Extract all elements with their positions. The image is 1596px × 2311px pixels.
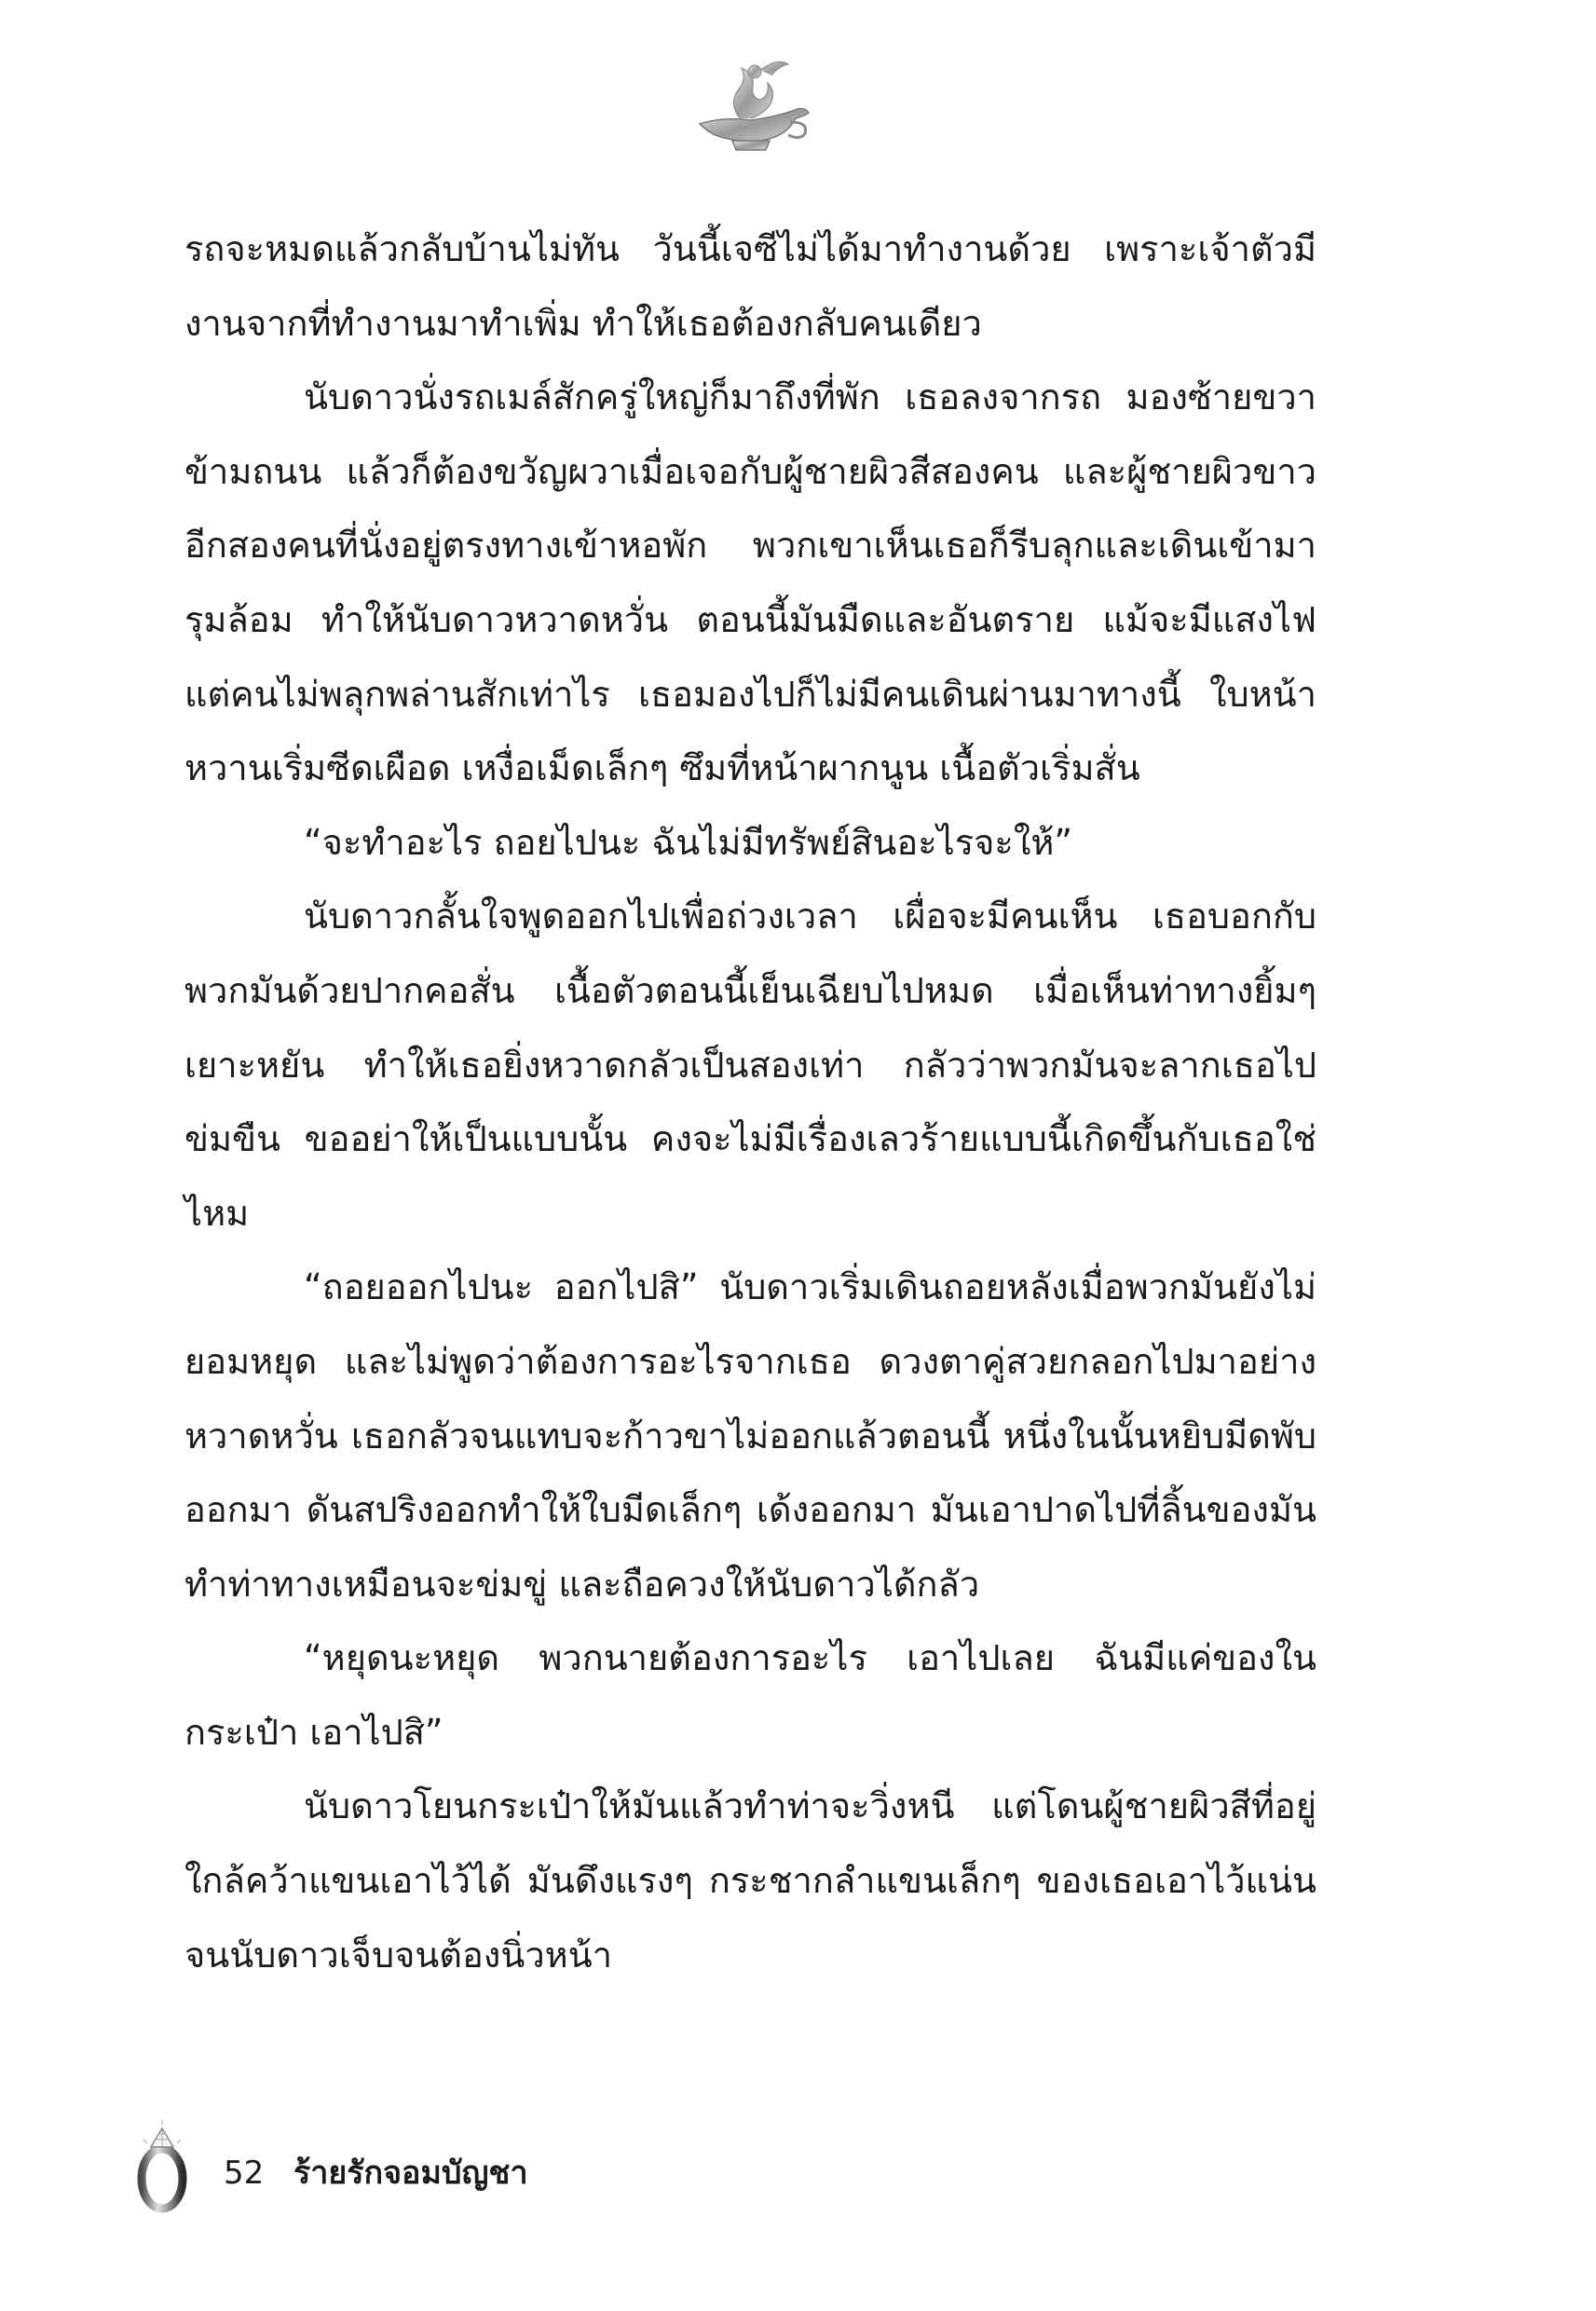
page-footer <box>130 2115 783 2218</box>
book-title: ร้ายรักจอมบัญชา <box>293 2154 528 2192</box>
paragraph-1: รถจะหมดแล้วกลับบ้านไม่ทัน วันนี้เจซีไม่ได้มาทำงานด้วย เพราะเจ้าตัวมีงานจากที่ทำงานมาทำเพิ่ม ทำให้เธอต้องกลับคนเดียว <box>184 228 1316 344</box>
paragraph-3: “จะทำอะไร ถอยไปนะ ฉันไม่มีทรัพย์สินอะไรจะให้” <box>304 821 1073 863</box>
paragraph-7: นับดาวโยนกระเป๋าให้มันแล้วทำท่าจะวิ่งหนี แต่โดนผู้ชายผิวสีที่อยู่ใกล้คว้าแขนเอาไว้ได้ มันดึงแรงๆ กระชากลำแขนเล็กๆ ของเธอเอาไว้แน่นจนนับดาวเจ็บจนต้องนิ่วหน้า <box>184 1785 1316 1976</box>
genie-lamp-icon <box>686 51 816 163</box>
chapter-body <box>184 212 1316 1992</box>
paragraph-5: “ถอยออกไปนะ ออกไปสิ” นับดาวเริ่มเดินถอยหลังเมื่อพวกมันยังไม่ยอมหยุด และไม่พูดว่าต้องการอะไรจากเธอ ดวงตาคู่สวยกลอกไปมาอย่างหวาดหวั่น เธอกลัวจนแทบจะก้าวขาไม่ออกแล้วตอนนี้ หนึ่งในนั้นหยิบมีดพับออกมา ดันสปริงออกทำให้ใบมีดเล็กๆ เด้งออกมา มันเอาปาดไปที่ลิ้นของมันทำท่าทางเหมือนจะข่มขู่ และถือควงให้นับดาวได้กลัว <box>184 1266 1316 1605</box>
paragraph-6: “หยุดนะหยุด พวกนายต้องการอะไร เอาไปเลย ฉันมีแค่ของในกระเป๋า เอาไปสิ” <box>184 1637 1316 1753</box>
paragraph-4: นับดาวกลั้นใจพูดออกไปเพื่อถ่วงเวลา เผื่อจะมีคนเห็น เธอบอกกับพวกมันด้วยปากคอสั่น เนื้อตัวตอนนี้เย็นเฉียบไปหมด เมื่อเห็นท่าทางยิ้มๆ เยาะหยัน ทำให้เธอยิ่งหวาดกลัวเป็นสองเท่า กลัวว่าพวกมันจะลากเธอไปข่มขืน ขออย่าให้เป็นแบบนั้น คงจะไม่มีเรื่องเลวร้ายแบบนี้เกิดขึ้นกับเธอใช่ไหม <box>184 896 1316 1234</box>
paragraph-2: นับดาวนั่งรถเมล์สักครู่ใหญ่ก็มาถึงที่พัก เธอลงจากรถ มองซ้ายขวาข้ามถนน แล้วก็ต้องขวัญผวาเมื่อเจอกับผู้ชายผิวสีสองคน และผู้ชายผิวขาวอีกสองคนที่นั่งอยู่ตรงทางเข้าหอพัก พวกเขาเห็นเธอก็รีบลุกและเดินเข้ามารุมล้อม ทำให้นับดาวหวาดหวั่น ตอนนี้มันมืดและอันตราย แม้จะมีแสงไฟ แต่คนไม่พลุกพล่านสักเท่าไร เธอมองไปก็ไม่มีคนเดินผ่านมาทางนี้ ใบหน้าหวานเริ่มซีดเผือด เหงื่อเม็ดเล็กๆ ซึมที่หน้าผากนูน เนื้อตัวเริ่มสั่น <box>184 376 1316 789</box>
page-number: 52 <box>224 2154 265 2192</box>
diamond-ring-icon <box>130 2115 196 2213</box>
